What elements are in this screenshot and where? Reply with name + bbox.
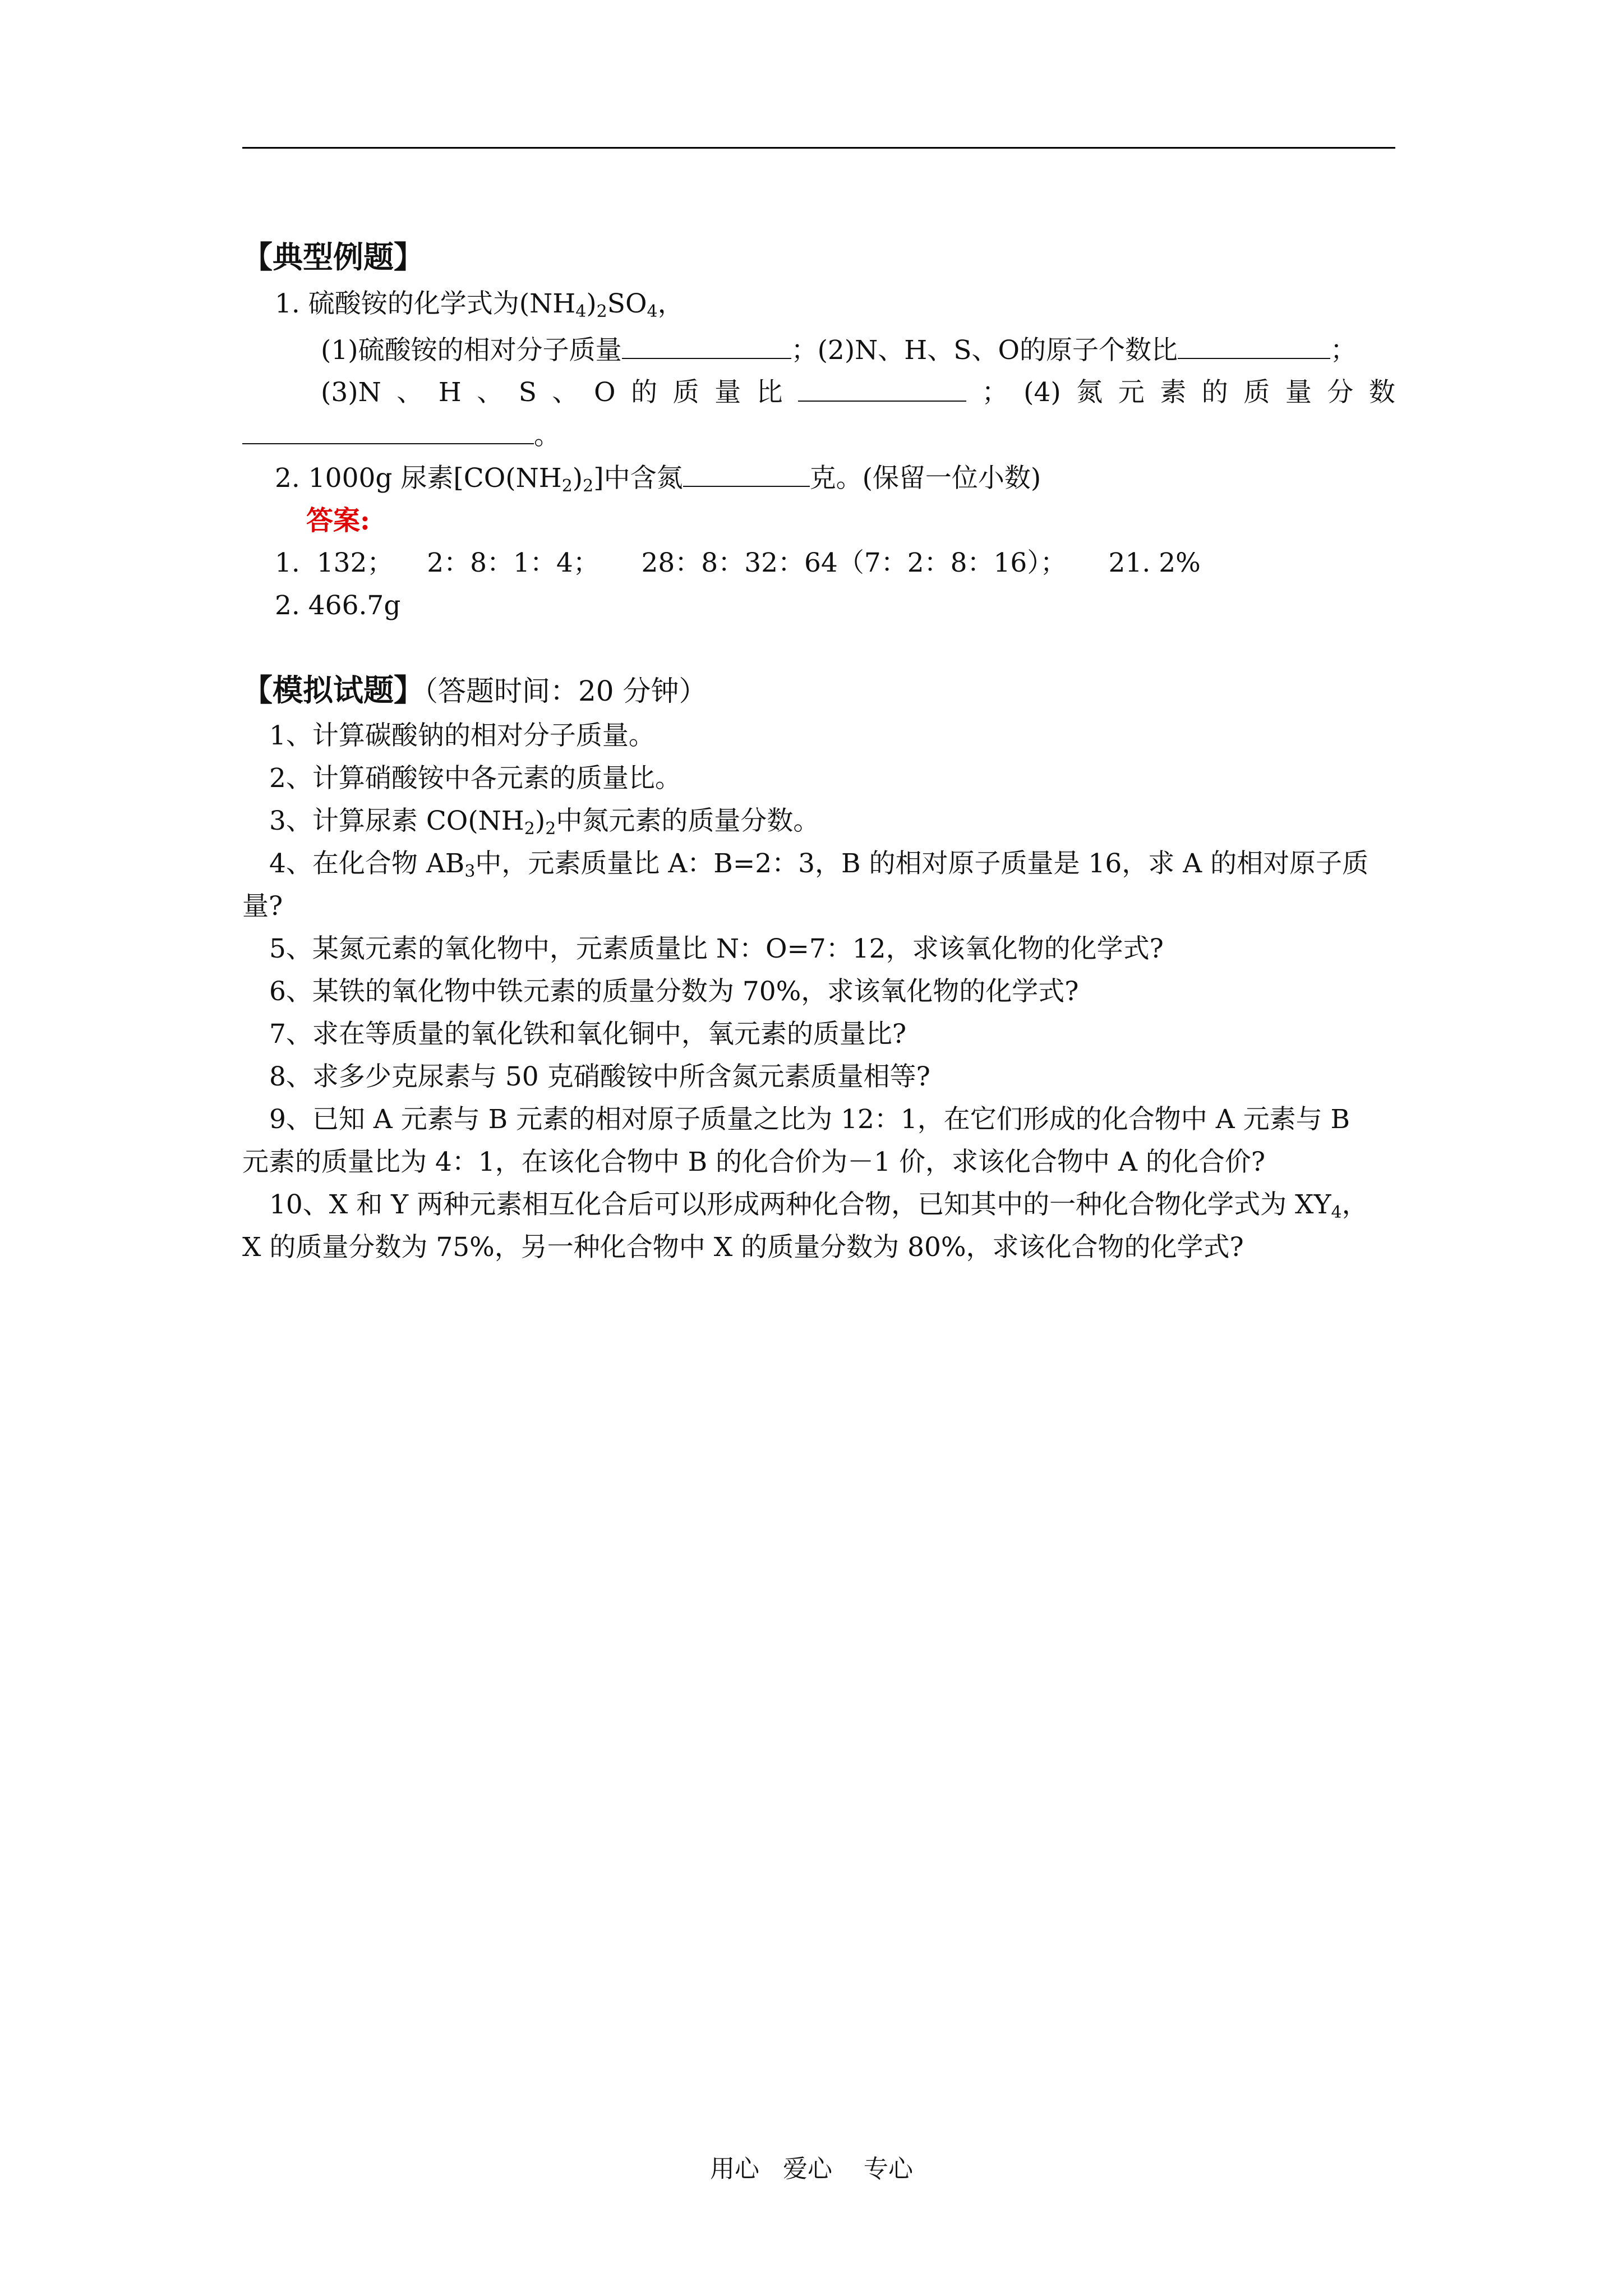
- example-q2: 2. 1000g 尿素$[CO(NH_2)_2]$中含氮 克。(保留一位小数): [275, 461, 1041, 495]
- part3-token: (3)N: [321, 377, 381, 408]
- part4-token: (4): [1023, 377, 1061, 408]
- practice-q4-cont: 量?: [242, 891, 283, 922]
- part4-token: 素: [1160, 377, 1187, 408]
- part3-token: 量: [714, 377, 741, 408]
- part3-token: 、: [477, 377, 504, 408]
- part4-token: 质: [1243, 377, 1270, 408]
- answer-label: 答案:: [306, 505, 370, 536]
- part3-token: 比: [756, 377, 783, 408]
- answer-blank[interactable]: [683, 461, 810, 487]
- part-separator: ；: [981, 377, 1008, 408]
- answer-blank[interactable]: [798, 376, 966, 402]
- practice-q8: 8、求多少克尿素与 50 克硝酸铵中所含氮元素质量相等?: [269, 1061, 930, 1092]
- part3-token: 的: [631, 377, 658, 408]
- example-q1-parts-1-2: (1)硫酸铵的相对分子质量 ；(2)N、H、S、O的原子个数比 ；: [321, 333, 1357, 367]
- part4-token: 分: [1327, 377, 1354, 408]
- practice-q3: 3、计算尿素 $CO(NH_2)_2$中氮元素的质量分数。: [269, 806, 820, 839]
- part3-token: 、: [552, 377, 579, 408]
- example-heading: 【典型例题】: [242, 239, 424, 275]
- example-q1-parts-3-4: [242, 376, 1395, 409]
- example-q1-part4-end: 。: [242, 418, 560, 453]
- example-q1-intro: 1. 硫酸铵的化学式为$(NH_4)_2SO_4$，: [275, 288, 684, 321]
- part3-token: H: [438, 377, 462, 408]
- practice-q6: 6、某铁的氧化物中铁元素的质量分数为 70%，求该氧化物的化学式?: [269, 976, 1079, 1007]
- practice-q2: 2、计算硝酸铵中各元素的质量比。: [269, 763, 681, 794]
- answer-blank[interactable]: [242, 418, 534, 444]
- part3-token: 、: [396, 377, 423, 408]
- part3-token: O: [594, 377, 616, 408]
- practice-q10-line2: X 的质量分数为 75%，另一种化合物中 X 的质量分数为 80%，求该化合物的化学式?: [242, 1232, 1244, 1263]
- practice-q1: 1、计算碳酸钠的相对分子质量。: [269, 720, 655, 751]
- part4-token: 量: [1285, 377, 1312, 408]
- practice-heading: 【模拟试题】（答题时间：20 分钟）: [242, 672, 707, 708]
- answer-line-1: 1. 132； 2：8：1：4； 28：8：32：64（7：2：8：16）； 21. 2%: [275, 547, 1201, 578]
- answer-blank[interactable]: [622, 333, 791, 359]
- practice-q5: 5、某氮元素的氧化物中，元素质量比 N：O=7：12，求该氧化物的化学式?: [269, 933, 1164, 964]
- page-footer: 用心 爱心 专心: [710, 2155, 913, 2183]
- practice-q10-line1: 10、X 和 Y 两种元素相互化合后可以形成两种化合物，已知其中的一种化合物化学式为 $XY_4$，: [269, 1189, 1368, 1222]
- part3-token: S: [518, 377, 537, 408]
- answer-line-2: 2. 466.7g: [275, 590, 401, 621]
- practice-q9-line2: 元素的质量比为 4：1，在该化合物中 B 的化合价为－1 价，求该化合物中 A 的化合价?: [242, 1147, 1266, 1177]
- part4-token: 元: [1118, 377, 1145, 408]
- answer-blank[interactable]: [1178, 333, 1330, 359]
- practice-q9-line1: 9、已知 A 元素与 B 元素的相对原子质量之比为 12：1，在它们形成的化合物中 A 元素与 B: [269, 1104, 1350, 1135]
- part3-token: 质: [672, 377, 699, 408]
- header-rule: [242, 147, 1395, 149]
- practice-q7: 7、求在等质量的氧化铁和氧化铜中，氧元素的质量比?: [269, 1019, 907, 1050]
- part4-token: 的: [1201, 377, 1228, 408]
- part4-token: 氮: [1076, 377, 1103, 408]
- part4-token: 数: [1368, 377, 1395, 408]
- practice-q4: 4、在化合物 $AB_3$中，元素质量比 A：B=2：3，B 的相对原子质量是 16，求 A 的相对原子质: [269, 848, 1369, 881]
